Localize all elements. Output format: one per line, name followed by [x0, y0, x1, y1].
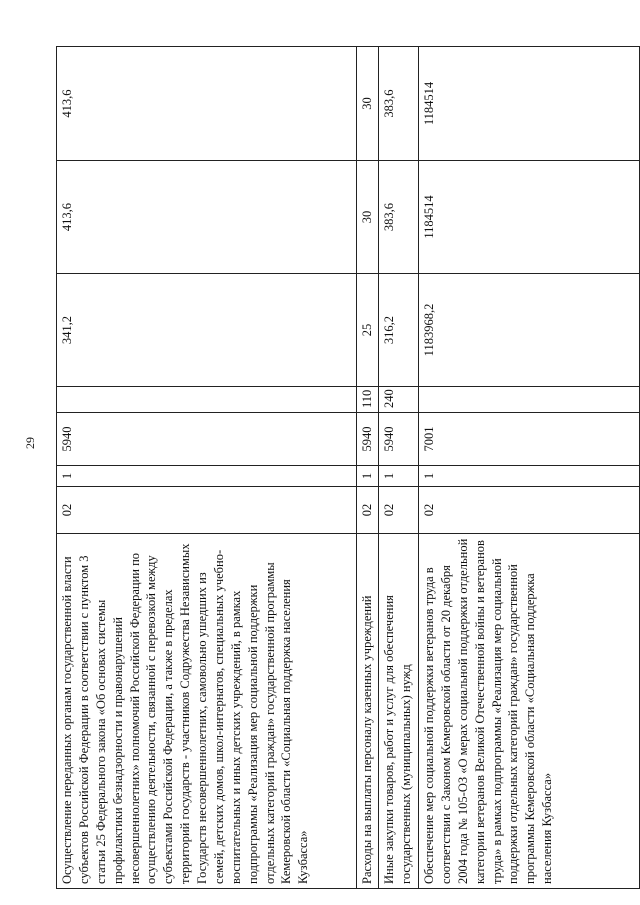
subprogram-code: 1	[419, 466, 640, 487]
year3-amount: 413,6	[57, 47, 357, 161]
year3-amount: 1184514	[419, 47, 640, 161]
table-row	[357, 47, 379, 889]
year1-amount: 1183968,2	[419, 274, 640, 387]
expense-type-code: 240	[379, 387, 419, 413]
subprogram-code: 1	[379, 466, 419, 487]
direction-code: 5940	[57, 413, 357, 466]
budget-table	[56, 46, 640, 889]
year2-amount: 383,6	[379, 161, 419, 274]
program-code: 02	[419, 487, 640, 534]
year1-amount: 316,2	[379, 274, 419, 387]
subprogram-code: 1	[357, 466, 379, 487]
program-code: 02	[357, 487, 379, 534]
page-number: 29	[23, 437, 37, 449]
table-row	[379, 47, 419, 889]
row-description: Расходы на выплаты персоналу казенных учреждений	[357, 534, 379, 889]
subprogram-code: 1	[57, 466, 357, 487]
table-row	[57, 47, 357, 889]
year1-amount: 341,2	[57, 274, 357, 387]
row-description: Иные закупки товаров, работ и услуг для обеспечения государственных (муниципальных) нужд	[379, 534, 419, 889]
table-row	[419, 47, 640, 889]
direction-code: 5940	[357, 413, 379, 466]
budget-table-sheet	[56, 47, 640, 889]
direction-code: 5940	[379, 413, 419, 466]
year1-amount: 25	[357, 274, 379, 387]
year3-amount: 30	[357, 47, 379, 161]
year2-amount: 413,6	[57, 161, 357, 274]
expense-type-code: 110	[357, 387, 379, 413]
year3-amount: 383,6	[379, 47, 419, 161]
expense-type-code	[57, 387, 357, 413]
row-description: Обеспечение мер социальной поддержки ветеранов труда в соответствии с Законом Кемеровской области от 20 декабря 2004 года № 105-ОЗ «О мерах социальной поддержки отдельной категории ветеранов Великой Отечественной войны и ветеранов труда» в рамках подпрограммы «Реализация мер социальной поддержки отдельных категорий граждан» государственной программы Кемеровской области «Социальная поддержка населения Кузбасса»	[419, 534, 640, 889]
expense-type-code	[419, 387, 640, 413]
year2-amount: 1184514	[419, 161, 640, 274]
program-code: 02	[57, 487, 357, 534]
row-description: Осуществление переданных органам государственной власти субъектов Российской Федерации в соответствии с пунктом 3 статьи 25 Федерального закона «Об основах системы профилактики безнадзорности и правонарушений несовершеннолетних» полномочий Российской Федерации по осуществлению деятельности, связанной с перевозкой между субъектами Российской Федерации, а также в пределах территорий государств - участников Содружества Независимых Государств несовершеннолетних, самовольно ушедших из семей, детских домов, школ-интернатов, специальных учебно-воспитательных и иных детских учреждений, в рамках подпрограммы «Реализация мер социальной поддержки отдельных категорий граждан» государственной программы Кемеровской области «Социальная поддержка населения Кузбасса»	[57, 534, 357, 889]
program-code: 02	[379, 487, 419, 534]
year2-amount: 30	[357, 161, 379, 274]
direction-code: 7001	[419, 413, 640, 466]
